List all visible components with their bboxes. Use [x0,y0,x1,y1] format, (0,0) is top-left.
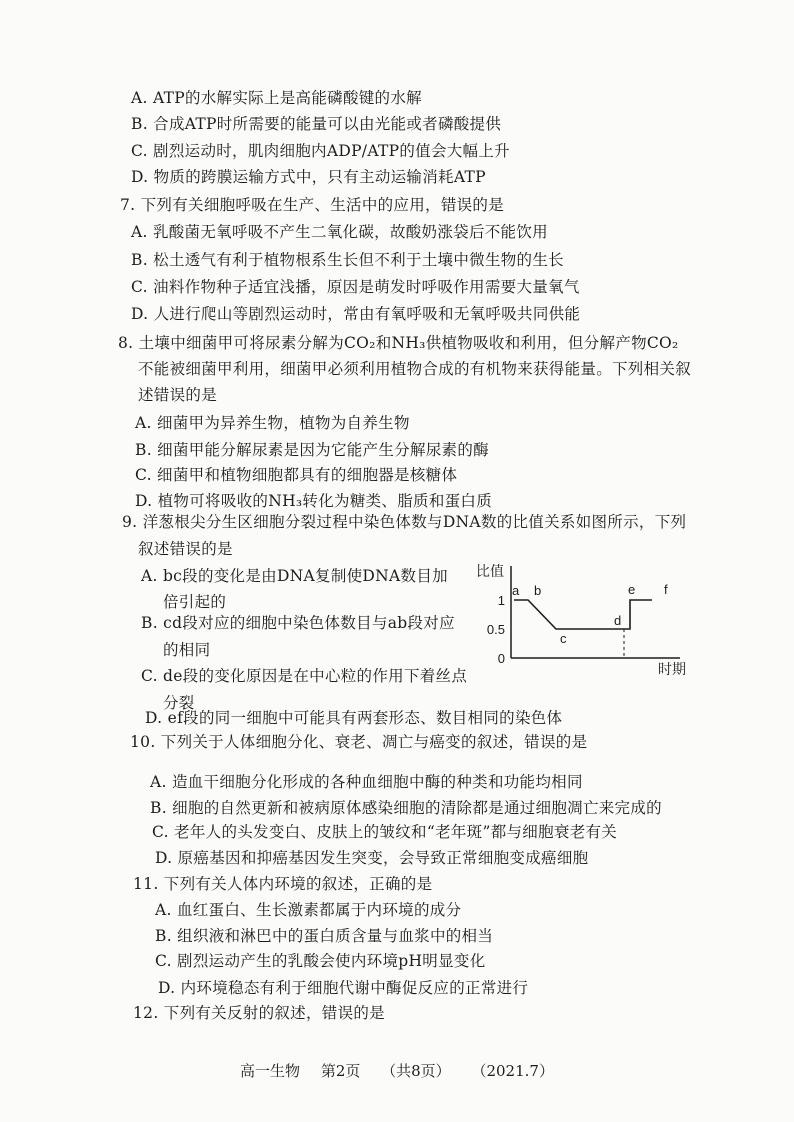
q6-option-a: A. ATP的水解实际上是高能磷酸键的水解 [131,89,422,107]
q9-option-b-line1: B. cd段对应的细胞中染色体数目与ab段对应 [141,614,455,632]
point-label-d: d [614,613,622,628]
x-axis-label: 时期 [658,661,686,677]
q9-stem-line2: 叙述错误的是 [138,540,233,558]
q7-option-c: C. 油料作物种子适宜浅播，原因是萌发时呼吸作用需要大量氧气 [131,278,580,296]
footer-page: 第2页 [320,1062,361,1080]
q12-stem: 12. 下列有关反射的叙述，错误的是 [133,1004,385,1022]
y-tick-label: 0 [497,651,505,666]
q10-option-d: D. 原癌基因和抑癌基因发生突变，会导致正常细胞变成癌细胞 [155,849,589,867]
q6-option-c: C. 剧烈运动时，肌肉细胞内ADP/ATP的值会大幅上升 [131,142,510,160]
ratio-line-chart [474,556,696,686]
q11-stem: 11. 下列有关人体内环境的叙述，正确的是 [133,875,433,893]
point-label-c: c [560,631,567,646]
q11-option-a: A. 血红蛋白、生长激素都属于内环境的成分 [155,901,462,919]
q8-option-c: C. 细菌甲和植物细胞都具有的细胞器是核糖体 [135,466,458,484]
q10-stem: 10. 下列关于人体细胞分化、衰老、凋亡与癌变的叙述，错误的是 [130,733,588,751]
q8-option-d: D. 植物可将吸收的NH₃转化为糖类、脂质和蛋白质 [135,492,493,510]
y-tick-label: 1 [497,593,505,608]
q6-option-b: B. 合成ATP时所需要的能量可以由光能或者磷酸提供 [131,115,502,133]
q9-option-b-line2: 的相同 [163,641,211,659]
point-label-b: b [534,583,542,598]
q11-option-d: D. 内环境稳态有利于细胞代谢中酶促反应的正常进行 [158,979,529,997]
point-label-f: f [664,582,668,597]
q9-option-a-line1: A. bc段的变化是由DNA复制使DNA数目加 [141,567,448,585]
q7-option-b: B. 松土透气有利于植物根系生长但不利于土壤中微生物的生长 [131,251,564,269]
q7-option-a: A. 乳酸菌无氧呼吸不产生二氧化碳，故酸奶涨袋后不能饮用 [131,223,548,241]
point-label-a: a [512,583,520,598]
q11-option-b: B. 组织液和淋巴中的蛋白质含量与血浆中的相当 [155,927,494,945]
page-footer [0,1060,794,1081]
q8-stem-line2: 不能被细菌甲利用，细菌甲必须利用植物合成的有机物来获得能量。下列相关叙 [138,360,692,378]
q8-option-a: A. 细菌甲为异养生物，植物为自养生物 [135,414,410,432]
q11-option-c: C. 剧烈运动产生的乳酸会使内环境pH明显变化 [155,952,486,970]
y-tick-label: 0.5 [486,622,505,637]
q8-option-b: B. 细菌甲能分解尿素是因为它能产生分解尿素的酶 [135,441,489,459]
point-label-e: e [628,582,636,597]
q9-option-c-line2: 分裂 [163,694,195,712]
q9-option-c-line1: C. de段的变化原因是在中心粒的作用下着丝点 [141,667,468,685]
q9-option-a-line2: 倍引起的 [163,593,227,611]
chart-layer [476,563,686,677]
q8-stem-line3: 述错误的是 [138,386,218,404]
q9-option-d: D. ef段的同一细胞中可能具有两套形态、数目相同的染色体 [145,709,563,727]
q10-option-b: B. 细胞的自然更新和被病原体感染细胞的清除都是通过细胞凋亡来完成的 [150,799,662,817]
q8-stem-line1: 8. 土壤中细菌甲可将尿素分解为CO₂和NH₃供植物吸收和利用，但分解产物CO₂ [118,334,679,352]
footer-subject: 高一生物 [240,1062,301,1080]
q7-stem: 7. 下列有关细胞呼吸在生产、生活中的应用，错误的是 [120,196,505,214]
q9-stem-line1: 9. 洋葱根尖分生区细胞分裂过程中染色体数与DNA数的比值关系如图所示，下列 [122,513,687,531]
q10-option-c: C. 老年人的头发变白、皮肤上的皱纹和“老年斑”都与细胞衰老有关 [152,823,618,841]
q7-option-d: D. 人进行爬山等剧烈运动时，常由有氧呼吸和无氧呼吸共同供能 [131,305,581,323]
q10-option-a: A. 造血干细胞分化形成的各种血细胞中酶的种类和功能均相同 [150,773,583,791]
y-axis-label: 比值 [476,563,504,579]
q6-option-d: D. 物质的跨膜运输方式中，只有主动运输消耗ATP [131,168,486,186]
footer-total: （共8页） [381,1062,451,1080]
series-line [514,600,652,629]
footer-date: （2021.7） [471,1062,554,1080]
